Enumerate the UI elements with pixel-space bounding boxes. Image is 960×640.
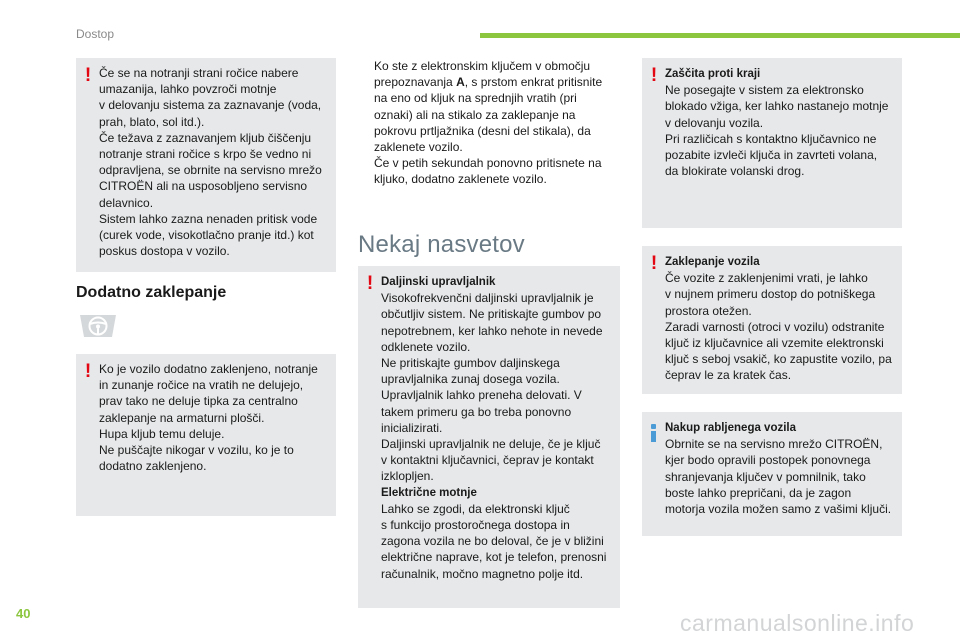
- warning-box-vehicle-locking: [642, 246, 902, 394]
- warning-box-additional-locking: [76, 354, 336, 516]
- heading-tips: Nekaj nasvetov: [358, 231, 525, 258]
- box-text: Obrnite se na servisno mrežo CITROËN, kjer bodo opravili postopek ponovnega shranjevanja ključev v pomnilnik, tako boste lahko prepričani, da je zagon motorja vozila možen samo z vašimi ključi.: [665, 437, 892, 517]
- heading-additional-locking: Dodatno zaklepanje: [76, 284, 227, 301]
- box-text: Lahko se zgodi, da elektronski ključ s funkcijo prostoročnega dostopa in zagona vozila ne bo deloval, če je v bližini električne naprave, kot je telefon, prenosni računalnik, močno magnetno polje itd.: [381, 501, 607, 581]
- warning-icon: !: [650, 65, 658, 86]
- box-text: Ne posegajte v sistem za elektronsko blokado vžiga, ker lahko nastanejo motnje v delovanju vozila. Pri različicah s kontaktno ključavnico ne pozabite izvleči ključa in zavrteti volana, da blokirate volanski drog.: [665, 83, 889, 179]
- list-item: [358, 58, 620, 155]
- warning-icon: !: [366, 273, 374, 294]
- page-number: 40: [16, 606, 31, 621]
- info-icon: [649, 424, 659, 442]
- warning-icon: !: [650, 253, 658, 274]
- warning-box-detection: [76, 58, 336, 272]
- section-label: Dostop: [76, 27, 115, 41]
- tips-box-remote: [358, 266, 620, 608]
- info-box-used-vehicle: [642, 412, 902, 536]
- box-title: Daljinski upravljalnik: [381, 276, 496, 288]
- list-item-emphasis: A: [456, 75, 465, 90]
- list-item-text: Ko ste z elektronskim ključem v območju prepoznavanja: [374, 59, 591, 90]
- box-title: Zaklepanje vozila: [665, 256, 760, 268]
- warning-box-text: Ko je vozilo dodatno zaklenjeno, notranje in zunanje ročice na vratih ne delujejo, prav tako ne deluje tipka za centralno zaklepanje na armaturni plošči. Hupa kljub temu deluje. Ne puščajte nikogar v vozilu, ko je to dodatno zaklenjeno.: [99, 362, 318, 474]
- box-text: Visokofrekvenčni daljinski upravljalnik je občutljiv sistem. Ne pritiskajte gumbov po nepotrebnem, ker lahko nehote in nevede odklenete vozilo. Ne pritiskajte gumbov daljinskega upravljalnika zunaj dosega vozila. Upravljalnik lahko preneha delovati. V takem primeru ga bo treba ponovno inicializirati. Daljinski upravljalnik ne deluje, če je ključ v kontaktni ključavnici, čeprav je kontakt izklopljen.: [381, 291, 603, 484]
- box-title: Električne motnje: [381, 486, 477, 499]
- warning-box-theft-protection: [642, 58, 902, 228]
- list-item-text: Če v petih sekundah ponovno pritisnete na kljuko, dodatno zaklenete vozilo.: [374, 156, 602, 187]
- watermark: carmanualsonline.info: [680, 610, 915, 636]
- header-accent-bar: [480, 33, 960, 38]
- warning-icon: !: [84, 361, 92, 382]
- warning-box-text: Če se na notranji strani ročice nabere umazanija, lahko povzroči motnje v delovanju sistema za zaznavanje (voda, prah, blato, sol itd.). Če težava z zaznavanjem kljub čiščenju notranje strani ročice s krpo še vedno ni odpravljena, se obrnite na servisno mrežo CITROËN ali na usposobljeno servisno delavnico. Sistem lahko zazna nenaden pritisk vode (curek vode, visokotlačno pranje itd.) kot poskus dostopa v vozilo.: [99, 66, 322, 259]
- list-item: [358, 155, 620, 187]
- list-item-text: , s prstom enkrat pritisnite na eno od kljuk na sprednjih vratih (pri oznaki) ali na stikalo za zaklepanje na pokrovu prtljažnika (desni del stikala), da zaklenete vozilo.: [374, 75, 603, 155]
- box-text: Če vozite z zaklenjenimi vrati, je lahko v nujnem primeru dostop do potniškega prostora otežen. Zaradi varnosti (otroci v vozilu) odstranite ključ iz ključavnice ali vzemite elektronski ključ s seboj vsakič, ko zapustite vozilo, pa čeprav le za kratek čas.: [665, 271, 892, 383]
- warning-icon: !: [84, 65, 92, 86]
- steering-wheel-icon: [76, 313, 120, 339]
- box-title: Nakup rabljenega vozila: [665, 422, 797, 434]
- box-title: Zaščita proti kraji: [665, 68, 761, 80]
